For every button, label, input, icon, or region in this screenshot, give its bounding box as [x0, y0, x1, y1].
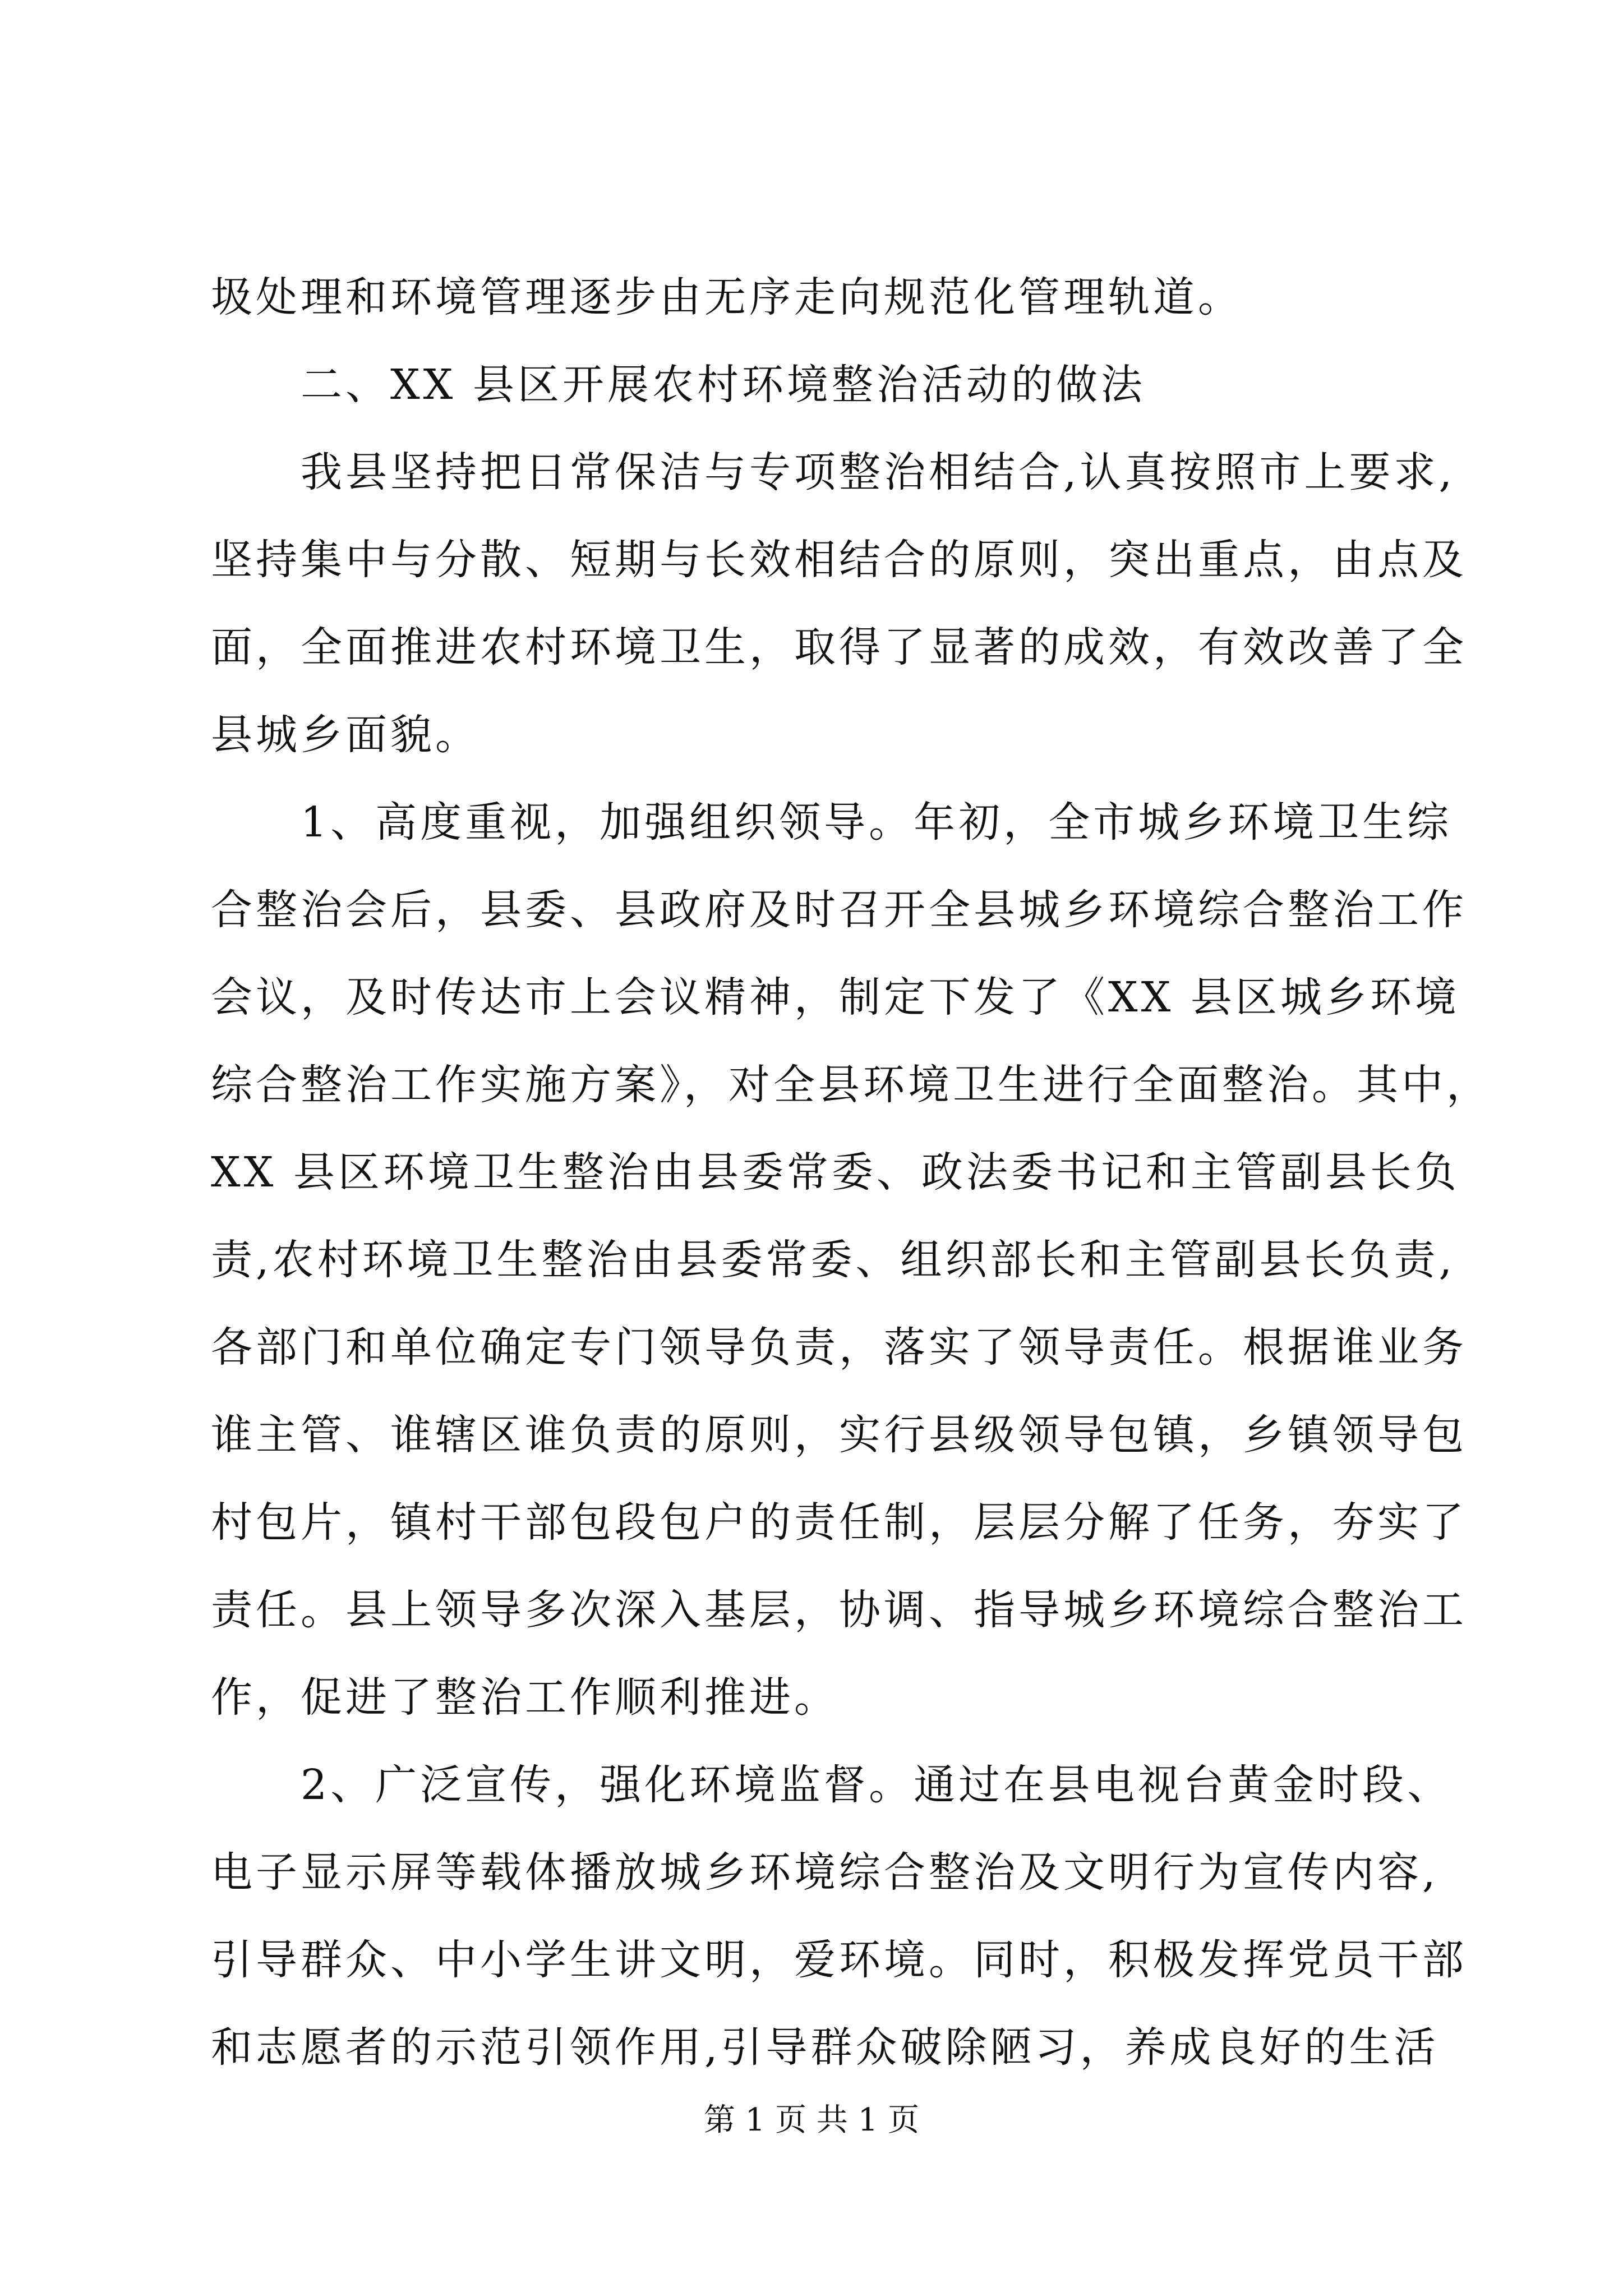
text-line-4: 坚持集中与分散、短期与长效相结合的原则，突出重点，由点及 [211, 536, 1467, 584]
text-line-3: 我县坚持把日常保洁与专项整治相结合,认真按照市上要求, [301, 448, 1456, 496]
text-line-5: 面，全面推进农村环境卫生，取得了显著的成效，有效改善了全 [211, 623, 1467, 671]
text-line-1: 圾处理和环境管理逐步由无序走向规范化管理轨道。 [211, 273, 1243, 321]
text-line-14: 谁主管、谁辖区谁负责的原则，实行县级领导包镇，乡镇领导包 [211, 1411, 1467, 1459]
text-line-19: 电子显示屏等载体播放城乡环境综合整治及文明行为宣传内容, [211, 1848, 1439, 1897]
text-line-18: 2、广泛宣传，强化环境监督。通过在县电视台黄金时段、 [301, 1761, 1453, 1809]
text-line-13: 各部门和单位确定专门领导负责，落实了领导责任。根据谁业务 [211, 1323, 1467, 1372]
text-line-8: 合整治会后，县委、县政府及时召开全县城乡环境综合整治工作 [211, 886, 1467, 934]
text-line-15: 村包片，镇村干部包段包户的责任制，层层分解了任务，夯实了 [211, 1498, 1467, 1547]
text-line-12: 责,农村环境卫生整治由县委常委、组织部长和主管副县长负责, [211, 1236, 1456, 1284]
text-line-17: 作，促进了整治工作顺利推进。 [211, 1673, 839, 1722]
text-line-11: XX 县区环境卫生整治由县委常委、政法委书记和主管副县长负 [211, 1148, 1460, 1197]
section-heading: 二、XX 县区开展农村环境整治活动的做法 [301, 361, 1146, 409]
text-line-21: 和志愿者的示范引领作用,引导群众破除陋习，养成良好的生活 [211, 2023, 1439, 2072]
text-line-16: 责任。县上领导多次深入基层，协调、指导城乡环境综合整治工 [211, 1586, 1467, 1634]
text-line-9: 会议，及时传达市上会议精神，制定下发了《XX 县区城乡环境 [211, 973, 1460, 1022]
text-line-6: 县城乡面貌。 [211, 711, 480, 759]
page-footer: 第 1 页 共 1 页 [703, 2102, 920, 2138]
text-line-7: 1、高度重视，加强组织领导。年初，全市城乡环境卫生综 [301, 798, 1453, 846]
text-line-10: 综合整治工作实施方案》，对全县环境卫生进行全面整治。其中， [211, 1061, 1491, 1109]
text-line-20: 引导群众、中小学生讲文明，爱环境。同时，积极发挥党员干部 [211, 1936, 1467, 1984]
